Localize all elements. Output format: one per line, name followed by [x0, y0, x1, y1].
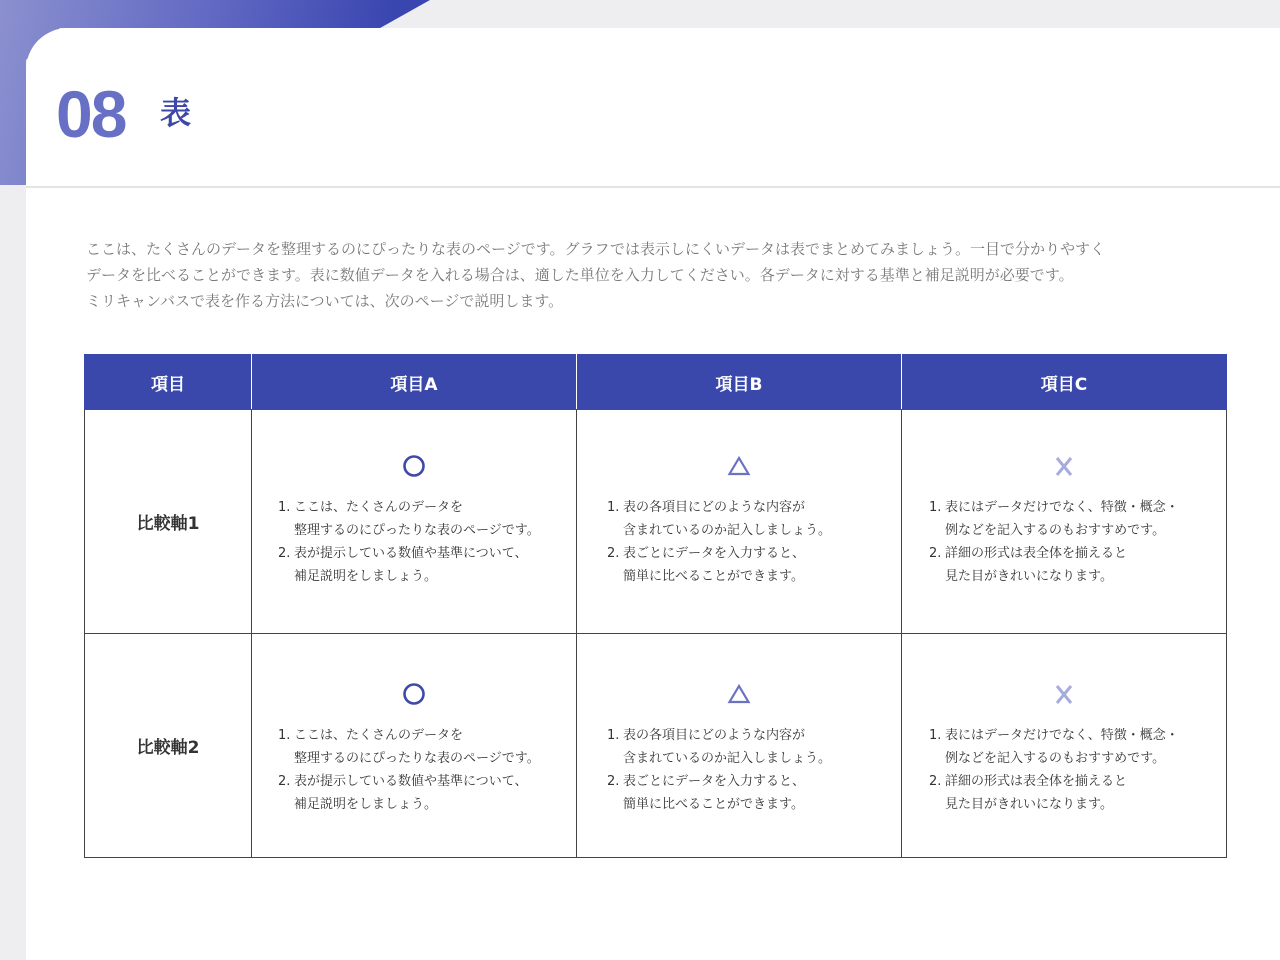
list-item: 1. ここは、たくさんのデータを 整理するのにぴったりな表のページです。: [278, 728, 540, 766]
table-header-row: [85, 355, 1227, 410]
intro-line: データを比べることができます。表に数値データを入れる場合は、適した単位を入力してください。各データに対する基準と補足説明が必要です。: [86, 266, 1074, 284]
table-cell: [902, 410, 1227, 634]
notes-list: [252, 496, 576, 588]
notes-list: [252, 724, 576, 816]
notes-list: [577, 496, 901, 588]
circle-icon: [252, 680, 576, 708]
intro-line: ミリキャンバスで表を作る方法については、次のページで説明します。: [86, 292, 564, 310]
comparison-table: [84, 354, 1227, 858]
list-item: 2. 表ごとにデータを入力すると、 簡単に比べることができます。: [607, 546, 806, 584]
circle-icon: [252, 452, 576, 480]
table-row: [85, 634, 1227, 858]
row-label: 比較軸1: [85, 410, 252, 634]
page-title: 表: [160, 96, 191, 132]
list-item: 1. 表にはデータだけでなく、特徴・概念・ 例などを記入するのもおすすめです。: [929, 500, 1179, 538]
header-item-c: 項目C: [902, 355, 1227, 410]
table-cell: [577, 410, 902, 634]
cross-icon: [902, 680, 1226, 708]
header-item-a: 項目A: [252, 355, 577, 410]
list-item: 2. 詳細の形式は表全体を揃えると 見た目がきれいになります。: [929, 546, 1128, 584]
list-item: 1. ここは、たくさんのデータを 整理するのにぴったりな表のページです。: [278, 500, 540, 538]
intro-line: ここは、たくさんのデータを整理するのにぴったりな表のページです。グラフでは表示しにくいデータは表でまとめてみましょう。一目で分かりやすく: [86, 240, 1105, 258]
table-row: [85, 410, 1227, 634]
header-divider: [26, 186, 1280, 188]
cross-icon: [902, 452, 1226, 480]
table-cell: [902, 634, 1227, 858]
table-cell: [252, 410, 577, 634]
page-number: 08: [56, 77, 126, 151]
list-item: 2. 詳細の形式は表全体を揃えると 見た目がきれいになります。: [929, 774, 1128, 812]
list-item: 2. 表が提示している数値や基準について、 補足説明をしましょう。: [278, 774, 528, 812]
table-cell: [252, 634, 577, 858]
notes-list: [902, 724, 1226, 816]
triangle-icon: [577, 452, 901, 480]
header-item: 項目: [85, 355, 252, 410]
list-item: 1. 表の各項目にどのような内容が 含まれているのか記入しましょう。: [607, 728, 832, 766]
notes-list: [577, 724, 901, 816]
list-item: 2. 表ごとにデータを入力すると、 簡単に比べることができます。: [607, 774, 806, 812]
header-item-b: 項目B: [577, 355, 902, 410]
table-cell: [577, 634, 902, 858]
list-item: 1. 表にはデータだけでなく、特徴・概念・ 例などを記入するのもおすすめです。: [929, 728, 1179, 766]
notes-list: [902, 496, 1226, 588]
list-item: 2. 表が提示している数値や基準について、 補足説明をしましょう。: [278, 546, 528, 584]
triangle-icon: [577, 680, 901, 708]
list-item: 1. 表の各項目にどのような内容が 含まれているのか記入しましょう。: [607, 500, 832, 538]
intro-text: [86, 236, 1206, 314]
row-label: 比較軸2: [85, 634, 252, 858]
